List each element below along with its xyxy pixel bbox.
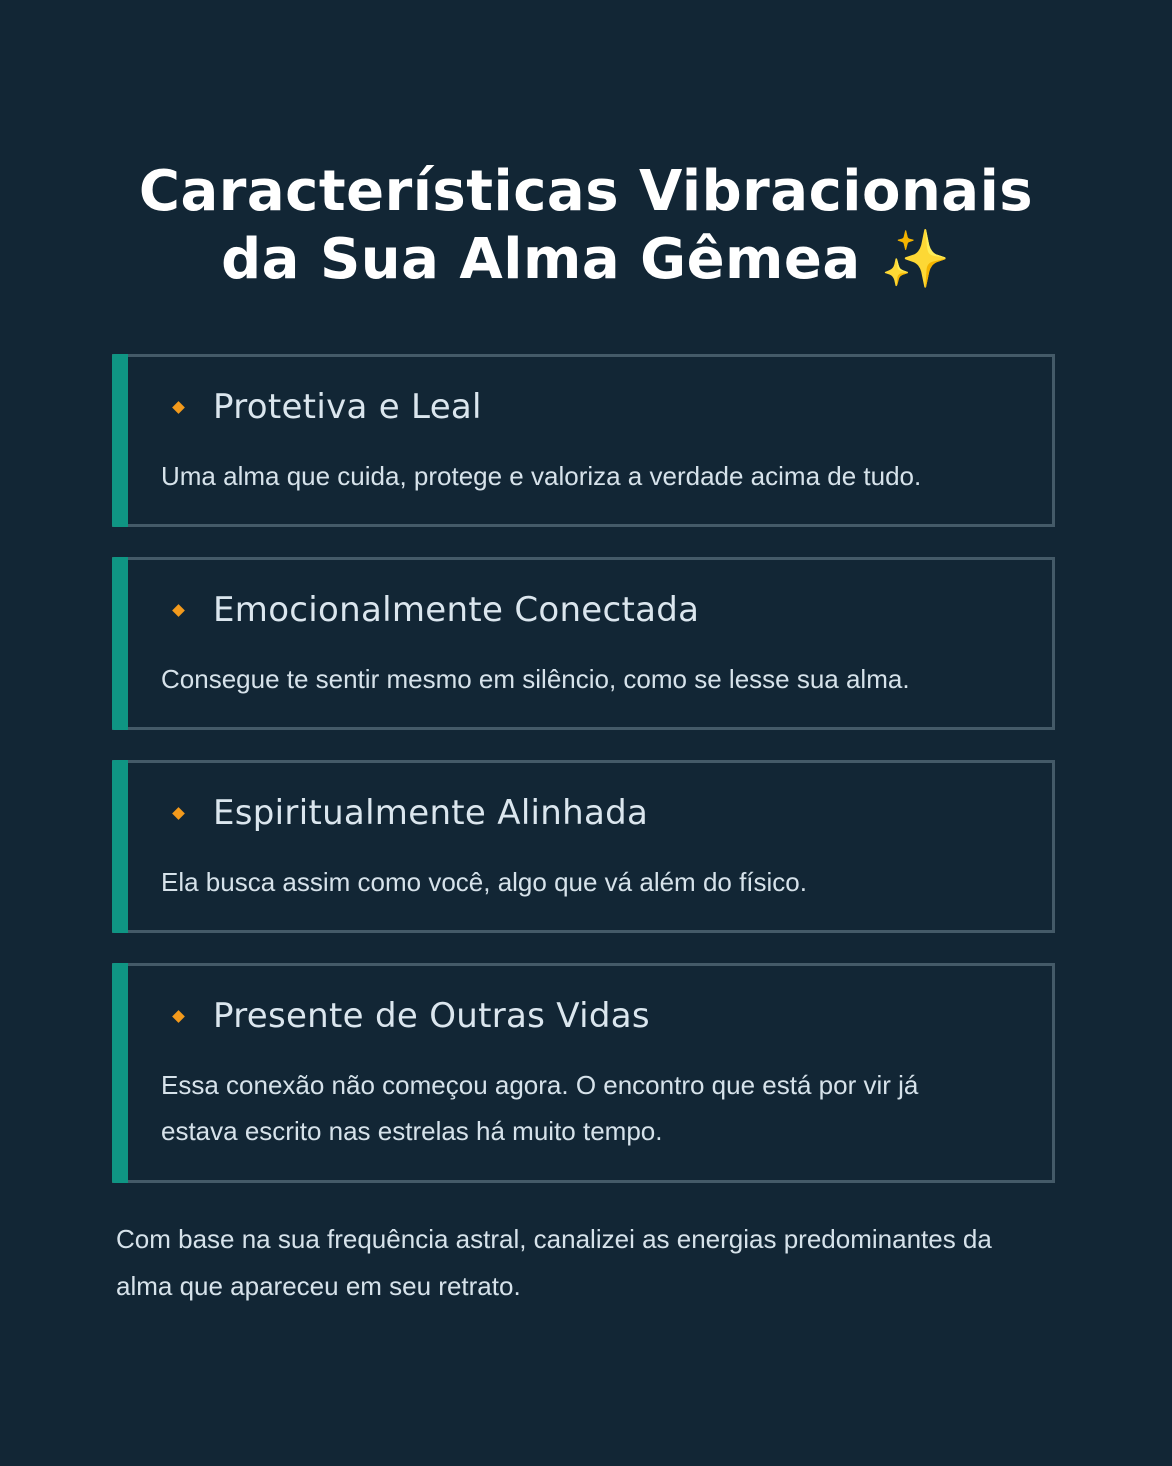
diamond-icon bbox=[172, 807, 185, 820]
page-title bbox=[0, 158, 1172, 294]
card-description: Uma alma que cuida, protege e valoriza a verdade acima de tudo. bbox=[161, 461, 922, 491]
trait-card-spiritual bbox=[112, 760, 1055, 933]
card-header bbox=[174, 996, 650, 1036]
diamond-icon bbox=[172, 1010, 185, 1023]
title-line-2-wrap bbox=[0, 226, 1172, 294]
trait-card-past-lives bbox=[112, 963, 1055, 1183]
card-description: Essa conexão não começou agora. O encontro que está por vir já estava escrito nas estrelas há muito tempo. bbox=[161, 1070, 919, 1146]
card-description: Ela busca assim como você, algo que vá além do físico. bbox=[161, 867, 807, 897]
card-header bbox=[174, 387, 482, 427]
card-title: Espiritualmente Alinhada bbox=[213, 793, 649, 833]
card-title: Presente de Outras Vidas bbox=[213, 996, 650, 1036]
trait-card-emotional bbox=[112, 557, 1055, 730]
diamond-icon bbox=[172, 604, 185, 617]
sparkles-icon: ✨ bbox=[880, 227, 951, 292]
diamond-icon bbox=[172, 401, 185, 414]
card-description: Consegue te sentir mesmo em silêncio, como se lesse sua alma. bbox=[161, 664, 910, 694]
card-title: Protetiva e Leal bbox=[213, 387, 482, 427]
title-line-2: da Sua Alma Gêmea bbox=[221, 227, 861, 292]
footer-text: Com base na sua frequência astral, canalizei as energias predominantes da alma que apareceu em seu retrato. bbox=[116, 1224, 992, 1301]
card-header bbox=[174, 793, 648, 833]
card-header bbox=[174, 590, 699, 630]
title-line-1: Características Vibracionais bbox=[138, 159, 1034, 224]
trait-card-protective bbox=[112, 354, 1055, 527]
card-title: Emocionalmente Conectada bbox=[213, 590, 700, 630]
